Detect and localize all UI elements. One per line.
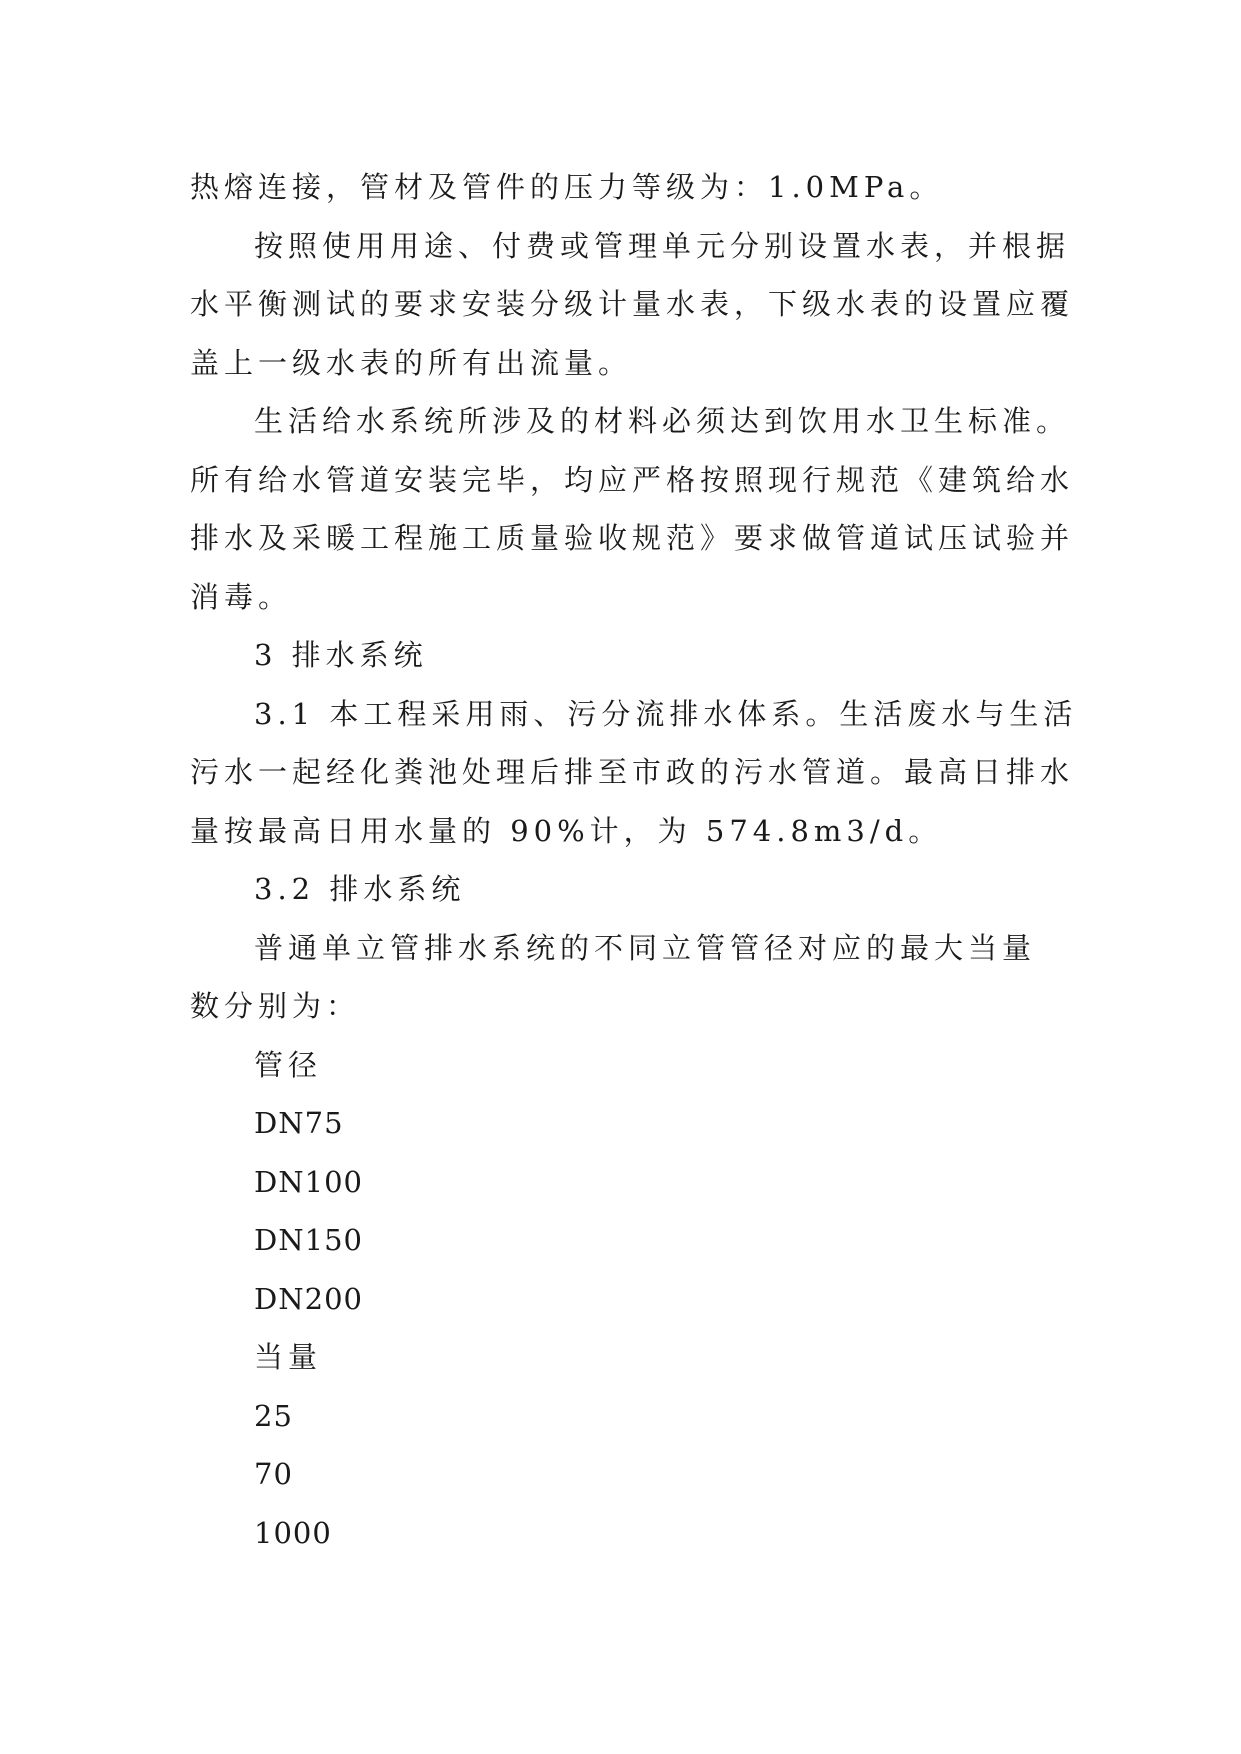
list-item-equivalent: 25 bbox=[254, 1398, 293, 1433]
paragraph-line: 普通单立管排水系统的不同立管管径对应的最大当量 bbox=[254, 930, 1037, 965]
paragraph-line: 量按最高日用水量的 90%计，为 574.8m3/d。 bbox=[190, 813, 943, 848]
list-item-diameter: DN200 bbox=[254, 1281, 363, 1316]
document-body bbox=[190, 158, 1078, 1562]
paragraph-line: 消毒。 bbox=[190, 579, 293, 614]
paragraph-line: 按照使用用途、付费或管理单元分别设置水表，并根据 bbox=[254, 228, 1071, 263]
list-item-diameter: DN150 bbox=[254, 1223, 363, 1257]
paragraph-line: 热熔连接，管材及管件的压力等级为：1.0MPa。 bbox=[190, 170, 944, 204]
paragraph-line: 排水及采暖工程施工质量验收规范》要求做管道试压试验并 bbox=[190, 521, 1075, 555]
list-header-diameter: 管径 bbox=[254, 1047, 323, 1082]
list-item-equivalent: 70 bbox=[254, 1457, 293, 1491]
paragraph-line: 3.1 本工程采用雨、污分流排水体系。生活废水与生活 bbox=[254, 696, 1078, 731]
list-item-equivalent: 1000 bbox=[254, 1515, 332, 1550]
list-item-diameter: DN75 bbox=[254, 1106, 344, 1140]
paragraph-line: 生活给水系统所涉及的材料必须达到饮用水卫生标准。 bbox=[254, 404, 1071, 438]
section-heading: 3 排水系统 bbox=[254, 638, 428, 672]
subsection-heading: 3.2 排水系统 bbox=[254, 872, 466, 906]
list-header-equivalent: 当量 bbox=[254, 1340, 323, 1374]
list-item-diameter: DN100 bbox=[254, 1164, 363, 1199]
paragraph-line: 盖上一级水表的所有出流量。 bbox=[190, 345, 633, 380]
paragraph-line: 污水一起经化粪池处理后排至市政的污水管道。最高日排水 bbox=[190, 755, 1075, 789]
paragraph-line: 所有给水管道安装完毕，均应严格按照现行规范《建筑给水 bbox=[190, 462, 1075, 497]
paragraph-line: 水平衡测试的要求安装分级计量水表，下级水表的设置应覆 bbox=[190, 287, 1075, 321]
paragraph-line: 数分别为： bbox=[190, 989, 361, 1023]
